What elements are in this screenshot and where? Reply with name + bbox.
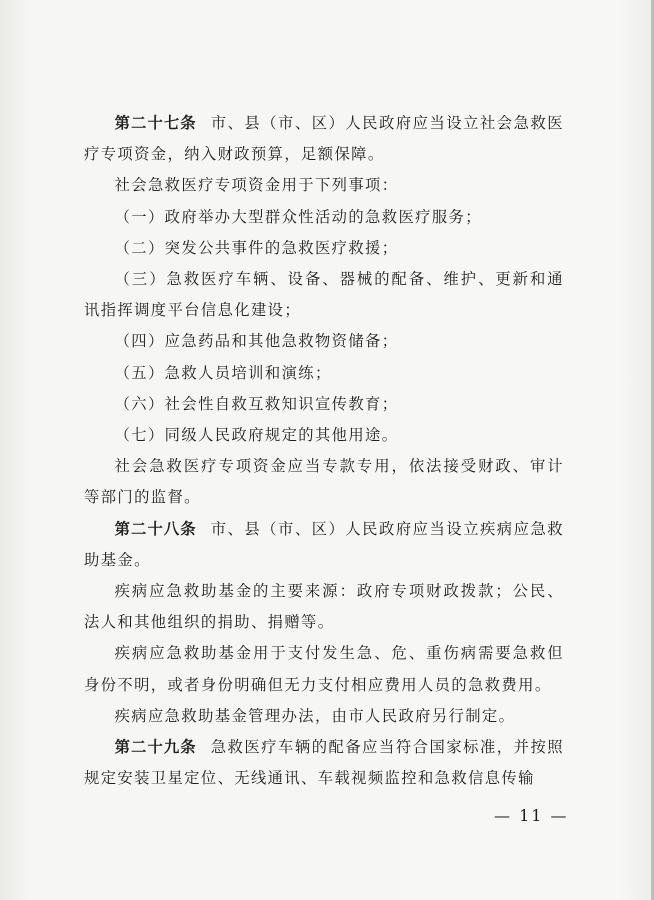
document-body	[84, 108, 564, 794]
article28-heading: 第二十八条	[114, 519, 197, 538]
article28-text: 市、县（市、区）人民政府应当设立疾病应急救助基金。	[84, 519, 564, 569]
list-item: （六）社会性自救互救知识宣传教育；	[114, 394, 399, 413]
article28-paragraph-2: 疾病应急救助基金用于支付发生急、危、重伤病需要急救但身份不明，或者身份明确但无力支付相应费用人员的急救费用。	[84, 644, 564, 694]
list-item: （四）应急药品和其他急救物资储备；	[114, 332, 399, 351]
article29-text: 急救医疗车辆的配备应当符合国家标准，并按照规定安装卫星定位、无线通讯、车载视频监控和急救信息传输	[84, 738, 564, 788]
article27-closing: 社会急救医疗专项资金应当专款专用，依法接受财政、审计等部门的监督。	[84, 457, 564, 507]
list-item: （五）急救人员培训和演练；	[114, 363, 332, 382]
article27-text: 市、县（市、区）人民政府应当设立社会急救医疗专项资金，纳入财政预算，足额保障。	[84, 114, 564, 164]
article27-heading: 第二十七条	[114, 114, 197, 132]
list-item: （七）同级人民政府规定的其他用途。	[114, 426, 399, 445]
article27-intro: 社会急救医疗专项资金用于下列事项：	[114, 176, 399, 195]
list-item: （一）政府举办大型群众性活动的急救医疗服务；	[114, 207, 482, 226]
article29-heading: 第二十九条	[114, 738, 197, 757]
list-item: （二）突发公共事件的急救医疗救援；	[114, 238, 399, 257]
list-item: （三）急救医疗车辆、设备、器械的配备、维护、更新和通讯指挥调度平台信息化建设；	[84, 270, 564, 320]
article29-paragraph	[84, 732, 564, 794]
article28-paragraph-1: 疾病应急救助基金的主要来源：政府专项财政拨款；公民、法人和其他组织的捐助、捐赠等。	[84, 582, 564, 632]
article27-paragraph	[84, 108, 564, 170]
page-number: — 11 —	[494, 806, 569, 825]
article28-paragraph	[84, 514, 564, 576]
article28-paragraph-3: 疾病应急救助基金管理办法，由市人民政府另行制定。	[114, 706, 516, 725]
